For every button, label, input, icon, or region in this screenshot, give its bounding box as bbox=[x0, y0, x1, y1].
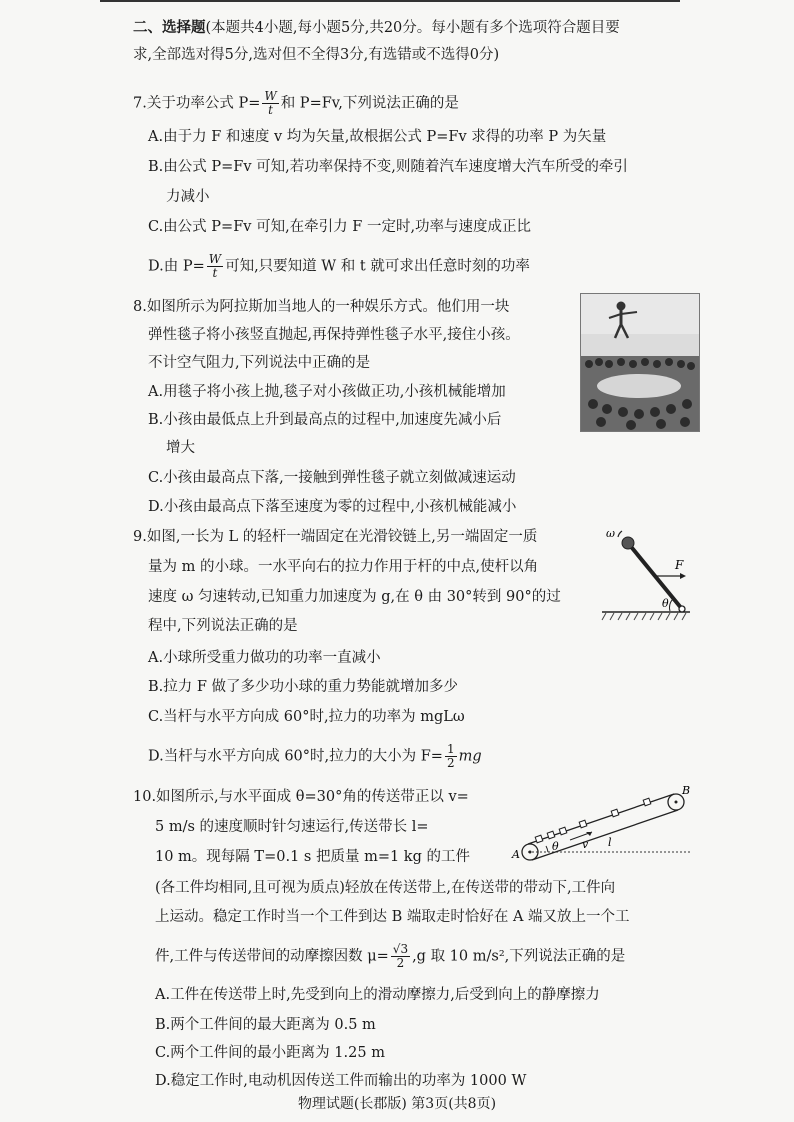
q10-frac-num: √3 bbox=[392, 942, 409, 956]
blanket-toss-illustration bbox=[581, 294, 699, 431]
q7-formula-fraction bbox=[262, 90, 278, 117]
q7-option-b-cont: 力减小 bbox=[166, 189, 210, 205]
q9-theta-label: θ bbox=[662, 597, 669, 610]
q9-stem-line2: 量为 m 的小球。一水平向右的拉力作用于杆的中点,使杆以角 bbox=[148, 559, 539, 575]
q9-option-c: C.当杆与水平方向成 60°时,拉力的功率为 mgLω bbox=[148, 709, 465, 725]
q10-option-b: B.两个工件间的最大距离为 0.5 m bbox=[155, 1017, 376, 1033]
q8-option-b: B.小孩由最低点上升到最高点的过程中,加速度先减小后 bbox=[148, 412, 502, 428]
q10-mu-fraction bbox=[391, 943, 410, 970]
q8-option-c: C.小孩由最高点下落,一接触到弹性毯子就立刻做减速运动 bbox=[148, 470, 516, 486]
q10-stem-line3: 10 m。现每隔 T=0.1 s 把质量 m=1 kg 的工件 bbox=[155, 849, 470, 865]
q7-option-d bbox=[148, 253, 530, 280]
q10-a-label: A bbox=[512, 848, 520, 861]
q7-option-c: C.由公式 P=Fv 可知,在牵引力 F 一定时,功率与速度成正比 bbox=[148, 219, 532, 235]
q8-stem-line2: 弹性毯子将小孩竖直抛起,再保持弹性毯子水平,接住小孩。 bbox=[148, 327, 520, 343]
q8-option-a: A.用毯子将小孩上抛,毯子对小孩做正功,小孩机械能增加 bbox=[148, 384, 506, 400]
q10-stem-line4: (各工件均相同,且可视为质点)轻放在传送带上,在传送带的带动下,工件向 bbox=[155, 880, 616, 896]
q8-option-d: D.小孩由最高点下落至速度为零的过程中,小孩机械能减小 bbox=[148, 499, 517, 515]
q9-option-d-b: mg bbox=[458, 748, 482, 765]
q7-stem-b: 和 P=Fv,下列说法正确的是 bbox=[280, 95, 459, 112]
q9-stem-line1: 9.如图,一长为 L 的轻杆一端固定在光滑铰链上,另一端固定一质 bbox=[133, 529, 538, 545]
q10-v-label: v bbox=[582, 838, 589, 851]
q9-omega-arrow bbox=[618, 531, 622, 537]
q7-d-frac-den: t bbox=[212, 266, 218, 280]
q9-option-a: A.小球所受重力做功的功率一直减小 bbox=[148, 650, 381, 666]
q10-l-label: l bbox=[608, 836, 612, 849]
q9-stem-line3: 速度 ω 匀速转动,已知重力加速度为 g,在 θ 由 30°转到 90°的过 bbox=[148, 589, 561, 605]
q9-option-d bbox=[148, 743, 482, 770]
q10-stem-line6 bbox=[155, 943, 625, 970]
section-desc-line2: 求,全部选对得5分,选对但不全得3分,有选错或不选得0分) bbox=[133, 47, 500, 63]
q9-omega-label: ω bbox=[606, 527, 615, 540]
q9-frac-num: 1 bbox=[446, 742, 455, 756]
q7-option-d-b: 可知,只要知道 W 和 t 就可求出任意时刻的功率 bbox=[225, 258, 530, 275]
q8-stem-line1: 8.如图所示为阿拉斯加当地人的一种娱乐方式。他们用一块 bbox=[133, 299, 510, 315]
q10-stem6-a: 件,工件与传送带间的动摩擦因数 μ= bbox=[155, 948, 389, 965]
q10-stem-line5: 上运动。稳定工作时当一个工件到达 B 端取走时恰好在 A 端又放上一个工 bbox=[155, 909, 630, 925]
q9-hinge bbox=[679, 606, 685, 612]
q10-workpieces bbox=[535, 798, 651, 843]
q10-option-c: C.两个工件间的最小距离为 1.25 m bbox=[155, 1045, 385, 1061]
q7-frac-num: W bbox=[264, 89, 277, 103]
top-rule bbox=[100, 0, 680, 2]
q10-stem6-b: ,g 取 10 m/s²,下列说法正确的是 bbox=[412, 948, 626, 965]
section-title: 二、选择题 bbox=[133, 20, 206, 36]
q7-frac-den: t bbox=[268, 103, 273, 117]
q9-stem-line4: 程中,下列说法正确的是 bbox=[148, 618, 298, 634]
q9-frac-den: 2 bbox=[446, 756, 455, 770]
q9-ball bbox=[622, 537, 634, 549]
q10-theta-arc bbox=[546, 846, 548, 852]
q9-figure-rod bbox=[600, 525, 700, 625]
q10-b-label: B bbox=[682, 784, 691, 797]
q9-option-d-a: D.当杆与水平方向成 60°时,拉力的大小为 F= bbox=[148, 748, 443, 765]
q10-theta-label: θ bbox=[552, 840, 559, 853]
q8-option-b-cont: 增大 bbox=[166, 440, 195, 456]
q9-option-b: B.拉力 F 做了多少功小球的重力势能就增加多少 bbox=[148, 679, 459, 695]
q8-photo-blanket-toss bbox=[580, 293, 700, 432]
page-footer: 物理试题(长郡版) 第3页(共8页) bbox=[297, 1096, 497, 1112]
q10-stem-line2: 5 m/s 的速度顺时针匀速运行,传送带长 l= bbox=[155, 819, 429, 835]
q7-stem-a: 7.关于功率公式 P= bbox=[133, 95, 261, 112]
q10-frac-den: 2 bbox=[396, 956, 405, 970]
section-header bbox=[133, 18, 620, 38]
q7-d-frac-num: W bbox=[208, 252, 222, 266]
q10-option-d: D.稳定工作时,电动机因传送工件而输出的功率为 1000 W bbox=[155, 1073, 527, 1089]
q7-stem bbox=[133, 90, 459, 117]
q7-option-b: B.由公式 P=Fv 可知,若功率保持不变,则随着汽车速度增大汽车所受的牵引 bbox=[148, 159, 628, 175]
q10-stem-line1: 10.如图所示,与水平面成 θ=30°角的传送带正以 v= bbox=[133, 789, 469, 805]
q9-theta-arc bbox=[669, 599, 673, 611]
q7-option-d-fraction bbox=[207, 253, 223, 280]
q9-option-d-fraction bbox=[445, 743, 457, 770]
q8-stem-line3: 不计空气阻力,下列说法中正确的是 bbox=[148, 355, 371, 371]
q9-force-label: F bbox=[675, 558, 684, 572]
q10-figure-conveyor bbox=[508, 780, 700, 870]
section-desc-line1: (本题共4小题,每小题5分,共20分。每小题有多个选项符合题目要 bbox=[205, 20, 620, 36]
q9-ground-hatching bbox=[602, 613, 686, 620]
q7-option-a: A.由于力 F 和速度 v 均为矢量,故根据公式 P=Fv 求得的功率 P 为矢量 bbox=[148, 129, 607, 145]
q10-option-a: A.工件在传送带上时,先受到向上的滑动摩擦力,后受到向上的静摩擦力 bbox=[155, 987, 600, 1003]
q7-option-d-a: D.由 P= bbox=[148, 258, 205, 275]
